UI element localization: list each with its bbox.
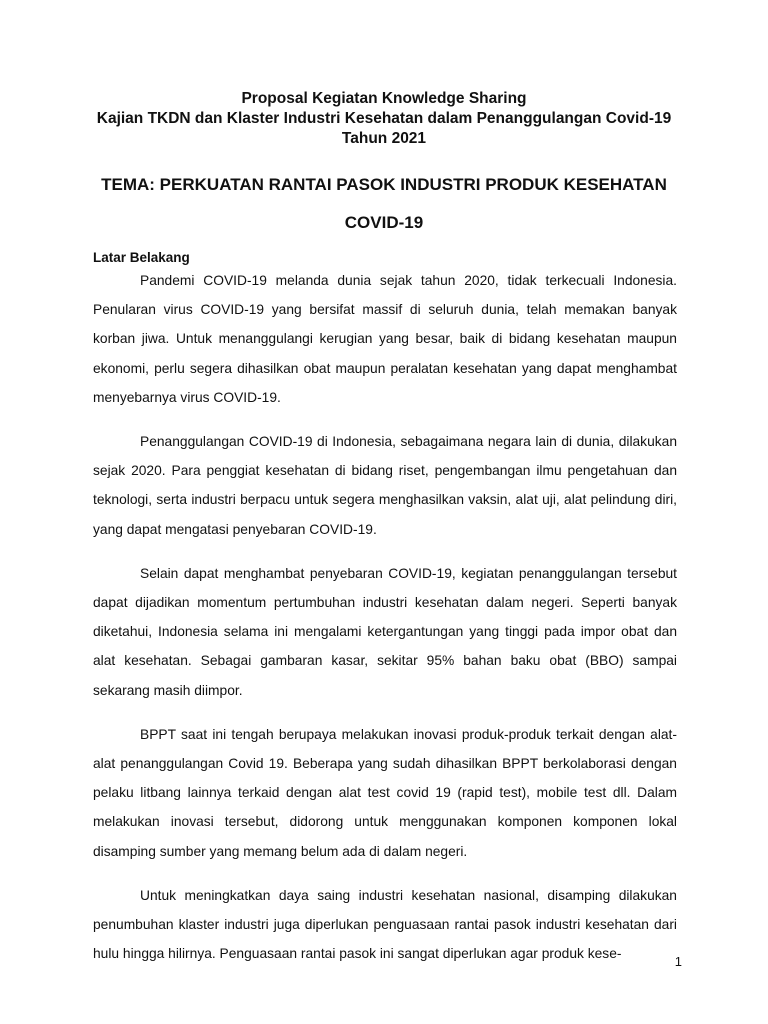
proposal-subtitle: Kajian TKDN dan Klaster Industri Kesehatan dalam Penanggulangan Covid-19 [96,110,672,127]
theme-line-1: TEMA: PERKUATAN RANTAI PASOK INDUSTRI PRODUK KESEHATAN [101,175,667,194]
paragraph: BPPT saat ini tengah berupaya melakukan inovasi produk-produk terkait dengan alat-alat penanggulangan Covid 19. Beberapa yang sudah dihasilkan BPPT berkolaborasi dengan pelaku litbang lainnya terkaid dengan alat test covid 19 (rapid test), mobile test dll. Dalam melakukan inovasi tersebut, didorong untuk menggunakan komponen komponen lokal disamping sumber yang memang belum ada di dalam negeri. [93,726,677,859]
paragraph: Pandemi COVID-19 melanda dunia sejak tahun 2020, tidak terkecuali Indonesia. Penularan virus COVID-19 yang bersifat massif di seluruh dunia, telah memakan banyak korban jiwa. Untuk menanggulangi kerugian yang besar, baik di bidang kesehatan maupun ekonomi, perlu segera dihasilkan obat maupun peralatan kesehatan yang dapat menghambat menyebarnya virus COVID-19. [93,273,677,405]
paragraph: Penanggulangan COVID-19 di Indonesia, sebagaimana negara lain di dunia, dilakukan sejak 2020. Para penggiat kesehatan di bidang riset, pengembangan ilmu pengetahuan dan teknologi, serta industri berpacu untuk segera menghasilkan vaksin, alat uji, alat pelindung diri, yang dapat mengatasi penyebaran COVID-19. [93,434,677,537]
body-text [93,266,677,983]
proposal-year: Tahun 2021 [341,130,427,147]
theme-line-2: COVID-19 [344,213,424,232]
page-number: 1 [674,954,682,969]
paragraph: Untuk meningkatkan daya saing industri kesehatan nasional, disamping dilakukan penumbuhan klaster industri juga diperlukan penguasaan rantai pasok industri kesehatan dari hulu hingga hilirnya. Penguasaan rantai pasok ini sangat diperlukan agar produk kese- [93,887,677,962]
paragraph: Selain dapat menghambat penyebaran COVID-19, kegiatan penanggulangan tersebut dapat dijadikan momentum pertumbuhan industri kesehatan dalam negeri. Seperti banyak diketahui, Indonesia selama ini mengalami ketergantungan yang tinggi pada impor obat dan alat kesehatan. Sebagai gambaran kasar, sekitar 95% bahan baku obat (BBO) sampai sekarang masih diimpor. [93,565,677,698]
proposal-title: Proposal Kegiatan Knowledge Sharing [241,90,527,107]
theme-heading [0,166,768,242]
proposal-header [0,89,768,149]
section-title: Latar Belakang [93,250,190,265]
